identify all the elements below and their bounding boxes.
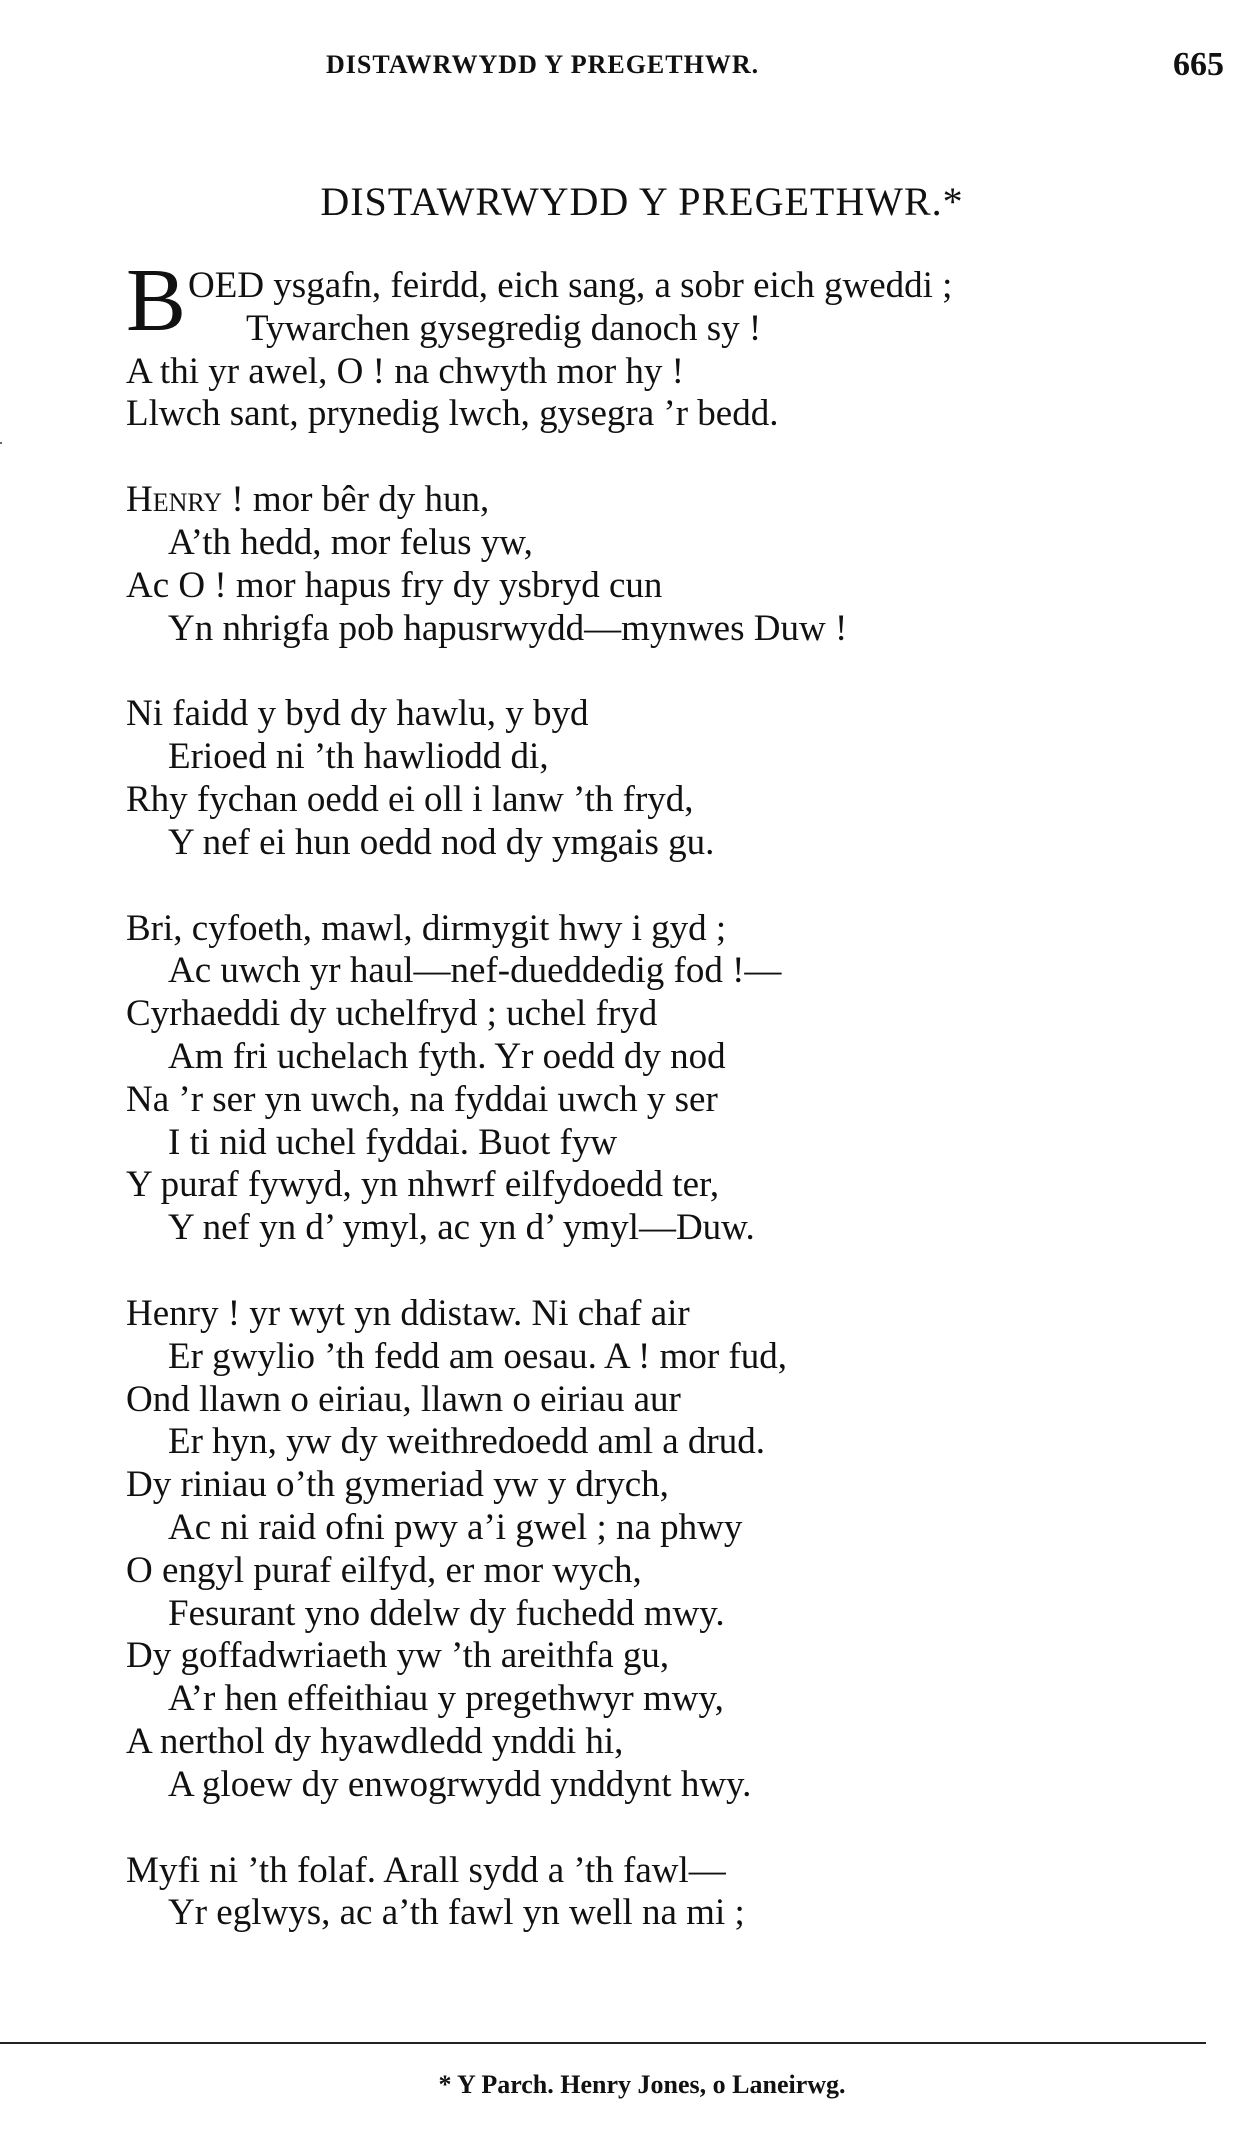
stanza-3-line-4: Y nef ei hun oedd nod dy ymgais gu. <box>168 821 715 863</box>
footnote: * Y Parch. Henry Jones, o Laneirwg. <box>438 2070 846 2099</box>
stanza-4 <box>126 908 1206 1250</box>
stanza-5 <box>126 1293 1206 1807</box>
stanza-5-line-12: A gloew dy enwogrwydd ynddynt hwy. <box>168 1763 752 1805</box>
stanza-5-line-11: A nerthol dy hyawdledd ynddi hi, <box>126 1720 624 1762</box>
stanza-3-line-3: Rhy fychan oedd ei oll i lanw ’th fryd, <box>126 778 694 820</box>
stanza-1-line-1-text: OED ysgafn, feirdd, eich sang, a sobr eich gweddi ; <box>188 265 953 306</box>
stanza-6-line-1: Myfi ni ’th folaf. Arall sydd a ’th fawl— <box>126 1849 726 1891</box>
stanza-4-line-8: Y nef yn d’ ymyl, ac yn d’ ymyl—Duw. <box>168 1207 755 1249</box>
stanza-5-line-8: Fesurant yno ddelw dy fuchedd mwy. <box>168 1592 725 1634</box>
stanza-6 <box>126 1850 1206 1936</box>
stanza-4-line-4: Am fri uchelach fyth. Yr oedd dy nod <box>168 1035 726 1077</box>
stanza-5-line-4: Er hyn, yw dy weithredoedd aml a drud. <box>168 1421 765 1463</box>
drop-cap: B <box>126 251 187 350</box>
stanza-2-line-3: Ac O ! mor hapus fry dy ysbryd cun <box>126 564 663 606</box>
stanza-5-line-5: Dy riniau o’th gymeriad yw y drych, <box>126 1464 669 1506</box>
stanza-1-line-2: Tywarchen gysegredig danoch sy ! <box>246 307 762 349</box>
stanza-4-line-1: Bri, cyfoeth, mawl, dirmygit hwy i gyd ; <box>126 907 727 949</box>
stanza-4-line-3: Cyrhaeddi dy uchelfryd ; uchel fryd <box>126 993 658 1035</box>
stanza-5-line-6: Ac ni raid ofni pwy a’i gwel ; na phwy <box>168 1506 743 1548</box>
poem-body <box>126 251 1206 1935</box>
stanza-5-line-1: Henry ! yr wyt yn ddistaw. Ni chaf air <box>126 1292 690 1334</box>
stanza-2-line-1-text: ! mor bêr dy hun, <box>222 479 490 521</box>
stanza-1-line-3: A thi yr awel, O ! na chwyth mor hy ! <box>126 350 684 392</box>
footnote-rule <box>0 2042 1206 2044</box>
stanza-1 <box>126 251 1206 436</box>
running-title: DISTAWRWYDD Y PREGETHWR. <box>326 50 760 79</box>
stanza-2 <box>126 479 1206 650</box>
poem-title: DISTAWRWYDD Y PREGETHWR.* <box>320 179 964 224</box>
margin-mark <box>0 442 2 444</box>
stanza-2-line-1 <box>126 479 1206 522</box>
page-number: 665 <box>1173 46 1224 83</box>
stanza-5-line-2: Er gwylio ’th fedd am oesau. A ! mor fud, <box>168 1335 787 1377</box>
stanza-5-line-9: Dy goffadwriaeth yw ’th areithfa gu, <box>126 1635 670 1677</box>
running-head <box>0 46 1244 90</box>
stanza-4-line-7: Y puraf fywyd, yn nhwrf eilfydoedd ter, <box>126 1164 720 1206</box>
stanza-2-line-2: A’th hedd, mor felus yw, <box>168 521 533 563</box>
stanza-4-line-2: Ac uwch yr haul—nef-dueddedig fod !— <box>168 950 782 992</box>
stanza-5-line-10: A’r hen effeithiau y pregethwyr mwy, <box>168 1678 724 1720</box>
stanza-5-line-3: Ond llawn o eiriau, llawn o eiriau aur <box>126 1378 681 1420</box>
stanza-3-line-1: Ni faidd y byd dy hawlu, y byd <box>126 693 589 735</box>
name-henry: Henry <box>126 479 223 521</box>
stanza-5-line-7: O engyl puraf eilfyd, er mor wych, <box>126 1549 642 1591</box>
stanza-4-line-5: Na ’r ser yn uwch, na fyddai uwch y ser <box>126 1078 718 1120</box>
stanza-6-line-2: Yr eglwys, ac a’th fawl yn well na mi ; <box>168 1892 745 1934</box>
stanza-2-line-4: Yn nhrigfa pob hapusrwydd—mynwes Duw ! <box>168 607 848 649</box>
stanza-3 <box>126 693 1206 864</box>
stanza-1-line-4: Llwch sant, prynedig lwch, gysegra ’r bedd. <box>126 393 779 435</box>
stanza-3-line-2: Erioed ni ’th hawliodd di, <box>168 736 549 778</box>
stanza-4-line-6: I ti nid uchel fyddai. Buot fyw <box>168 1121 618 1163</box>
